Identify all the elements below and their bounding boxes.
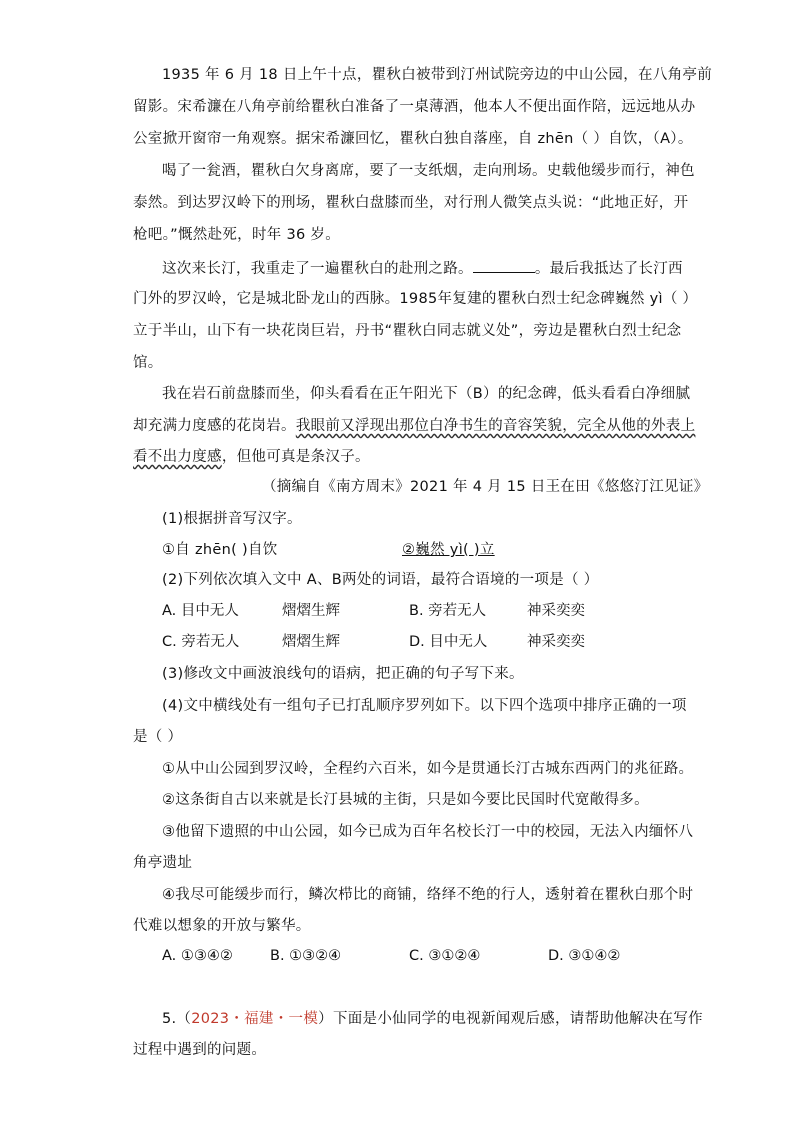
q1-title: (1)根据拼音写汉字。: [162, 511, 302, 527]
q4-sentence-3-cont: 角亭遗址: [133, 855, 193, 871]
q4-sentence-3: ③他留下遗照的中山公园，如今已成为百年名校长汀一中的校园，无法入内缅怀八: [162, 824, 694, 840]
para4-line2: [133, 416, 695, 436]
para3-line1-a: 这次来长汀，我重走了一遍瞿秋白的赴刑之路。: [162, 261, 473, 277]
q4-sentence-4-cont: 代难以想象的开放与繁华。: [133, 918, 311, 934]
q2-title: (2)下列依次填入文中 A、B两处的词语，最符合语境的一项是（ ）: [162, 572, 599, 588]
q5-line1: [162, 1009, 703, 1029]
q4-option-c[interactable]: C. ③①②④: [409, 948, 481, 964]
para2-line2: 泰然。到达罗汉岭下的刑场，瞿秋白盘膝而坐，对行刑人微笑点头说：“此地正好，开: [133, 195, 689, 211]
para3-line1-b: 。最后我抵达了长汀西: [534, 261, 683, 277]
para4-line3: [133, 447, 370, 467]
q5-source-tag: 2023・福建・一模: [191, 1011, 319, 1027]
q1-item-a: ①自 zhēn( )自饮: [162, 542, 278, 558]
q4-title-line1: (4)文中横线处有一组句子已打乱顺序罗列如下。以下四个选项中排序正确的一项: [162, 698, 687, 714]
wavy-underlined-sentence-end: 看不出力度感: [133, 449, 222, 465]
para3-line2: 门外的罗汉岭，它是城北卧龙山的西脉。1985年复建的瞿秋白烈士纪念碑巍然 yì（ ）: [133, 291, 698, 307]
q4-sentence-4: ④我尽可能缓步而行，鳞次栉比的商铺，络绎不绝的行人，透射着在瞿秋白那个时: [162, 887, 694, 903]
para3-line3: 立于半山，山下有一块花岗巨岩，丹书“瞿秋白同志就义处”，旁边是瞿秋白烈士纪念: [133, 323, 682, 339]
para4-line2-a: 却充满力度感的花岗岩。: [133, 418, 296, 434]
q2-option-b[interactable]: B. 旁若无人: [409, 603, 487, 619]
q2-option-d[interactable]: D. 目中无人: [409, 634, 488, 650]
para3-line4: 馆。: [133, 355, 163, 371]
q4-option-b[interactable]: B. ①③②④: [270, 948, 342, 964]
para3-line1: [162, 258, 683, 279]
para2-line3: 枪吧。”慨然赴死，时年 36 岁。: [133, 227, 341, 243]
para4-line3-b: ，但他可真是条汉子。: [221, 449, 370, 465]
source-citation: （摘编自《南方周末》2021 年 4 月 15 日王在田《悠悠汀江见证》: [262, 479, 709, 495]
q4-title-line2: 是（ ）: [133, 729, 183, 745]
para4-line1: 我在岩石前盘膝而坐，仰头看看在正午阳光下（B）的纪念碑，低头看看白净细腻: [162, 386, 691, 402]
q4-sentence-1: ①从中山公园到罗汉岭，全程约六百米，如今是贯通长汀古城东西两门的兆征路。: [162, 761, 694, 777]
q2-option-a-word: 熠熠生辉: [282, 603, 340, 619]
q1-item-b: ②巍然 yì( )立: [402, 542, 495, 558]
q3-title: (3)修改文中画波浪线句的语病，把正确的句子写下来。: [162, 666, 524, 682]
q2-option-d-word: 神采奕奕: [527, 634, 585, 650]
wavy-underlined-sentence: 我眼前又浮现出那位白净书生的音容笑貌，完全从他的外表上: [295, 418, 696, 434]
q2-option-b-word: 神采奕奕: [527, 603, 585, 619]
para2-line1: 喝了一瓮酒，瞿秋白欠身离席，要了一支纸烟，走向刑场。史载他缓步而行，神色: [162, 163, 695, 179]
para1-line3: 公室掀开窗帘一角观察。据宋希濂回忆，瞿秋白独自落座，自 zhēn（ ）自饮，（A）。: [133, 131, 693, 147]
q5-text: ）下面是小仙同学的电视新闻观后感，请帮助他解决在写作: [318, 1011, 703, 1027]
q5-number: 5.（: [162, 1011, 192, 1027]
q4-option-a[interactable]: A. ①③④②: [162, 948, 233, 964]
q2-option-c-word: 熠熠生辉: [282, 634, 340, 650]
q2-option-a[interactable]: A. 目中无人: [162, 603, 239, 619]
para1-line2: 留影。宋希濂在八角亭前给瞿秋白准备了一桌薄酒，他本人不便出面作陪，远远地从办: [133, 99, 696, 115]
fill-in-blank: [473, 258, 535, 273]
q2-option-c[interactable]: C. 旁若无人: [162, 634, 240, 650]
para1-line1: 1935 年 6 月 18 日上午十点，瞿秋白被带到汀州试院旁边的中山公园，在八角亭前: [162, 67, 713, 83]
q4-sentence-2: ②这条街自古以来就是长汀县城的主街，只是如今要比民国时代宽敞得多。: [162, 792, 649, 808]
q5-line2: 过程中遇到的问题。: [133, 1042, 267, 1058]
q4-option-d[interactable]: D. ③①④②: [548, 948, 621, 964]
